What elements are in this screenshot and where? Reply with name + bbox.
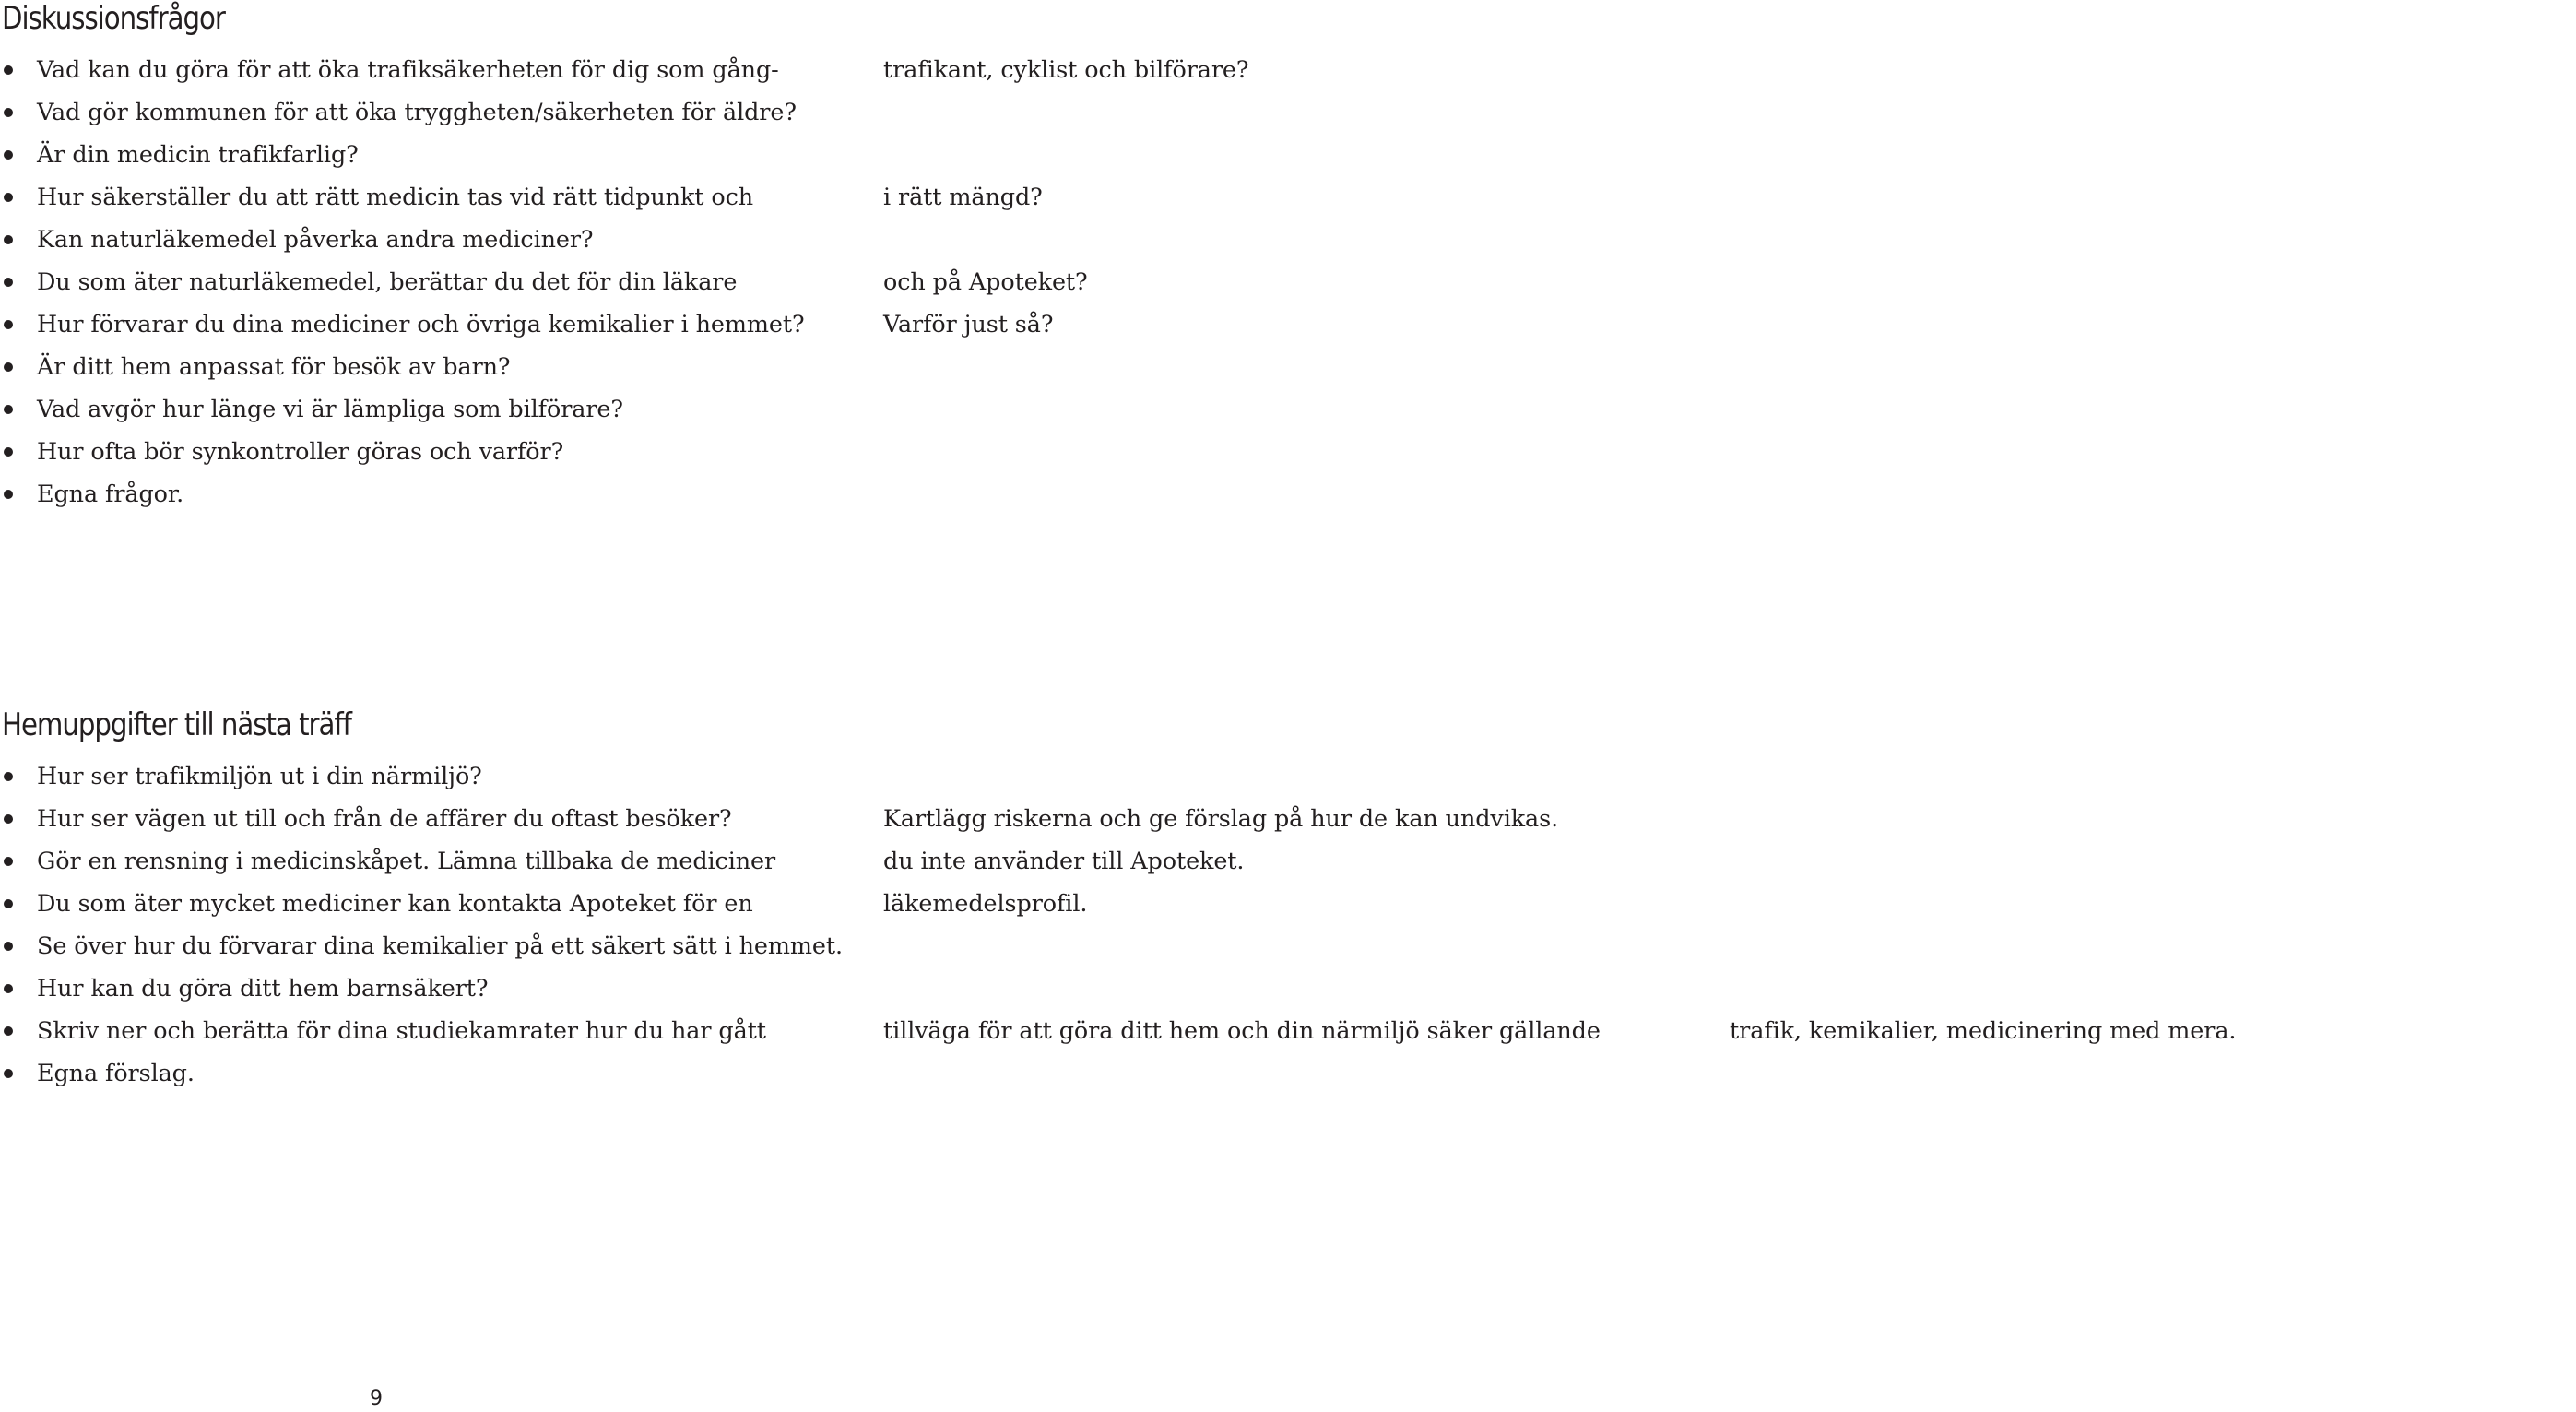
list-item-line: Hur förvarar du dina mediciner och övriga kemikalier i hemmet? bbox=[37, 311, 805, 338]
bullet-icon bbox=[4, 405, 13, 414]
list-item-line: trafik, kemikalier, medicinering med mera. bbox=[1730, 1017, 2237, 1045]
bullet-icon bbox=[4, 150, 13, 160]
list-item bbox=[0, 433, 885, 470]
list-item-line: i rätt mängd? bbox=[883, 184, 1043, 211]
bullet-icon bbox=[4, 899, 13, 908]
homework-list bbox=[0, 758, 2237, 1098]
list-item bbox=[0, 885, 1088, 922]
bullet-icon bbox=[4, 984, 13, 993]
list-item-line: Vad avgör hur länge vi är lämpliga som bilförare? bbox=[37, 396, 623, 423]
list-item-line: Är ditt hem anpassat för besök av barn? bbox=[37, 353, 511, 381]
list-item bbox=[0, 970, 885, 1007]
list-item bbox=[0, 391, 885, 428]
list-item bbox=[0, 843, 1245, 880]
bullet-icon bbox=[4, 772, 13, 781]
list-item-line: du inte använder till Apoteket. bbox=[883, 848, 1245, 875]
list-item-line: Varför just så? bbox=[883, 311, 1054, 338]
bullet-icon bbox=[4, 942, 13, 951]
bullet-icon bbox=[4, 490, 13, 499]
bullet-icon bbox=[4, 857, 13, 866]
list-item-line: Egna förslag. bbox=[37, 1060, 195, 1087]
bullet-icon bbox=[4, 193, 13, 202]
list-item-line: Hur ser trafikmiljön ut i din närmiljö? bbox=[37, 763, 482, 790]
list-item bbox=[0, 136, 885, 173]
list-item bbox=[0, 52, 1249, 89]
list-item bbox=[0, 476, 885, 513]
list-item-line: Egna frågor. bbox=[37, 481, 184, 508]
discussion-list bbox=[0, 52, 1249, 518]
list-item-line: Hur säkerställer du att rätt medicin tas vid rätt tidpunkt och bbox=[37, 184, 754, 211]
list-item-line: Hur kan du göra ditt hem barnsäkert? bbox=[37, 975, 489, 1003]
bullet-icon bbox=[4, 320, 13, 329]
list-item-line: Kartlägg riskerna och ge förslag på hur de kan undvikas. bbox=[883, 805, 1559, 833]
bullet-icon bbox=[4, 1026, 13, 1036]
list-item bbox=[0, 349, 885, 386]
list-item-line: tillväga för att göra ditt hem och din närmiljö säker gällande bbox=[883, 1017, 1601, 1045]
list-item-line: Du som äter mycket mediciner kan kontakta Apoteket för en bbox=[37, 890, 753, 918]
bullet-icon bbox=[4, 108, 13, 117]
list-item-line: Är din medicin trafikfarlig? bbox=[37, 141, 359, 169]
list-item bbox=[0, 94, 885, 131]
list-item-line: och på Apoteket? bbox=[883, 268, 1088, 296]
list-item-line: Kan naturläkemedel påverka andra mediciner? bbox=[37, 226, 594, 254]
list-item-line: Vad gör kommunen för att öka tryggheten/säkerheten för äldre? bbox=[37, 99, 797, 126]
homework-title: Hemuppgifter till nästa träff bbox=[2, 706, 351, 743]
page-number: 9 bbox=[370, 1387, 383, 1410]
list-item-line: Se över hur du förvarar dina kemikalier på ett säkert sätt i hemmet. bbox=[37, 932, 843, 960]
bullet-icon bbox=[4, 235, 13, 244]
list-item-line: Hur ofta bör synkontroller göras och varför? bbox=[37, 438, 564, 466]
bullet-icon bbox=[4, 362, 13, 372]
list-item bbox=[0, 1013, 2237, 1050]
list-item-line: Hur ser vägen ut till och från de affärer du oftast besöker? bbox=[37, 805, 732, 833]
bullet-icon bbox=[4, 65, 13, 75]
bullet-icon bbox=[4, 814, 13, 824]
list-item-line: Skriv ner och berätta för dina studiekamrater hur du har gått bbox=[37, 1017, 766, 1045]
bullet-icon bbox=[4, 447, 13, 457]
list-item-line: Du som äter naturläkemedel, berättar du det för din läkare bbox=[37, 268, 738, 296]
list-item-line: Vad kan du göra för att öka trafiksäkerheten för dig som gång- bbox=[37, 56, 779, 84]
list-item bbox=[0, 758, 885, 795]
list-item-line: läkemedelsprofil. bbox=[883, 890, 1088, 918]
list-item bbox=[0, 928, 885, 965]
list-item bbox=[0, 801, 1559, 837]
list-item-line: Gör en rensning i medicinskåpet. Lämna tillbaka de mediciner bbox=[37, 848, 776, 875]
list-item bbox=[0, 179, 1043, 216]
list-item bbox=[0, 1055, 885, 1092]
list-item bbox=[0, 221, 885, 258]
list-item bbox=[0, 264, 1088, 301]
list-item-line: trafikant, cyklist och bilförare? bbox=[883, 56, 1249, 84]
discussion-title: Diskussionsfrågor bbox=[2, 0, 225, 37]
bullet-icon bbox=[4, 278, 13, 287]
list-item bbox=[0, 306, 1054, 343]
bullet-icon bbox=[4, 1069, 13, 1078]
